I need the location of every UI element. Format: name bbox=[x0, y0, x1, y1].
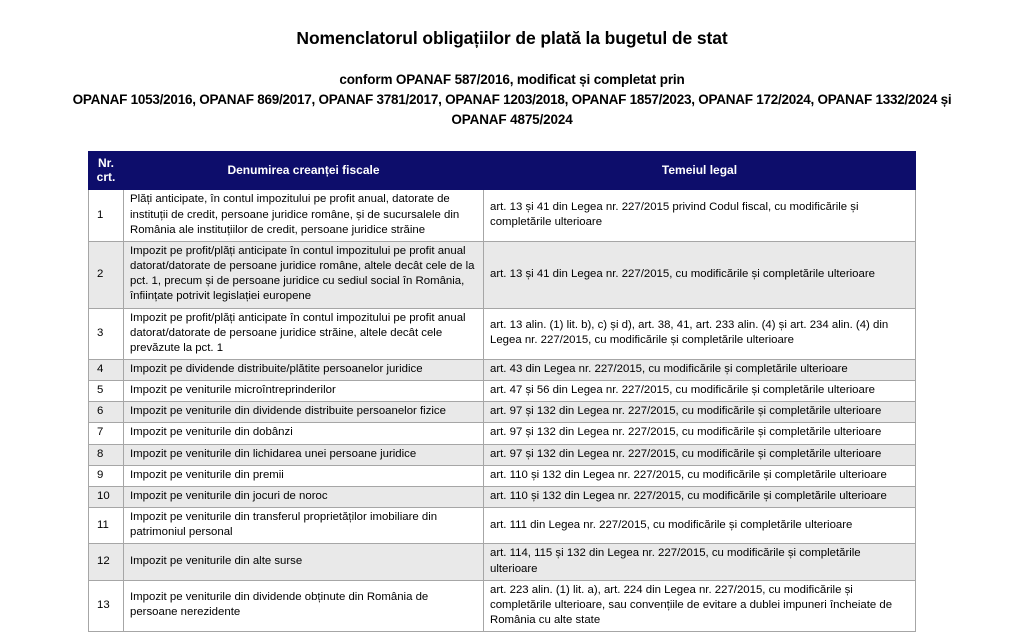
cell-denumire-creantei-fiscale: Impozit pe veniturile din dividende obținute din România de persoane nerezidente bbox=[124, 580, 484, 631]
cell-nr-crt: 12 bbox=[89, 544, 124, 580]
cell-nr-crt: 11 bbox=[89, 508, 124, 544]
cell-temei-legal: art. 43 din Legea nr. 227/2015, cu modificările și completările ulterioare bbox=[484, 359, 916, 380]
page-title: Nomenclatorul obligațiilor de plată la bugetul de stat bbox=[296, 28, 728, 48]
cell-temei-legal: art. 114, 115 și 132 din Legea nr. 227/2015, cu modificările și completările ulterioare bbox=[484, 544, 916, 580]
column-header-temei-legal: Temeiul legal bbox=[484, 151, 916, 190]
column-header-nr-line1: Nr. bbox=[97, 155, 114, 170]
table-container bbox=[0, 151, 1024, 632]
cell-temei-legal: art. 111 din Legea nr. 227/2015, cu modificările și completările ulterioare bbox=[484, 508, 916, 544]
table-body bbox=[89, 190, 916, 632]
cell-nr-crt: 1 bbox=[89, 190, 124, 241]
cell-temei-legal: art. 13 și 41 din Legea nr. 227/2015 privind Codul fiscal, cu modificările și completările ulterioare bbox=[484, 190, 916, 241]
cell-nr-crt: 6 bbox=[89, 402, 124, 423]
cell-nr-crt: 9 bbox=[89, 465, 124, 486]
table-row bbox=[89, 465, 916, 486]
cell-nr-crt: 10 bbox=[89, 486, 124, 507]
cell-temei-legal: art. 13 și 41 din Legea nr. 227/2015, cu modificările și completările ulterioare bbox=[484, 241, 916, 308]
cell-denumire-creantei-fiscale: Impozit pe veniturile din premii bbox=[124, 465, 484, 486]
cell-nr-crt: 3 bbox=[89, 308, 124, 359]
cell-temei-legal: art. 13 alin. (1) lit. b), c) și d), art. 38, 41, art. 233 alin. (4) și art. 234 alin. (4) din Legea nr. 227/2015, cu modificările și completările ulterioare bbox=[484, 308, 916, 359]
table-row bbox=[89, 359, 916, 380]
table-row bbox=[89, 544, 916, 580]
cell-nr-crt: 13 bbox=[89, 580, 124, 631]
table-row bbox=[89, 381, 916, 402]
subtitle-line-1: conform OPANAF 587/2016, modificat și completat prin bbox=[339, 71, 685, 87]
subtitle-line-3: OPANAF 4875/2024 bbox=[451, 112, 573, 128]
table-row bbox=[89, 444, 916, 465]
table-row bbox=[89, 486, 916, 507]
cell-nr-crt: 7 bbox=[89, 423, 124, 444]
cell-temei-legal: art. 97 și 132 din Legea nr. 227/2015, cu modificările și completările ulterioare bbox=[484, 402, 916, 423]
cell-denumire-creantei-fiscale: Impozit pe veniturile microîntreprinderilor bbox=[124, 381, 484, 402]
cell-temei-legal: art. 223 alin. (1) lit. a), art. 224 din Legea nr. 227/2015, cu modificările și completările ulterioare, sau convențiile de evitare a dublei impuneri încheiate de România cu alte state bbox=[484, 580, 916, 631]
column-header-nr-line2: crt. bbox=[96, 170, 116, 185]
table-header-row bbox=[89, 151, 916, 190]
cell-denumire-creantei-fiscale: Impozit pe veniturile din alte surse bbox=[124, 544, 484, 580]
document-subtitle bbox=[0, 70, 1024, 131]
table-row bbox=[89, 190, 916, 241]
table-row bbox=[89, 241, 916, 308]
table-row bbox=[89, 423, 916, 444]
cell-temei-legal: art. 110 și 132 din Legea nr. 227/2015, cu modificările și completările ulterioare bbox=[484, 486, 916, 507]
cell-denumire-creantei-fiscale: Plăți anticipate, în contul impozitului pe profit anual, datorate de instituții de credit, persoane juridice române, și de sucursalele din România ale instituțiilor de credit, persoane juridice străine bbox=[124, 190, 484, 241]
cell-denumire-creantei-fiscale: Impozit pe veniturile din dividende distribuite persoanelor fizice bbox=[124, 402, 484, 423]
table-row bbox=[89, 580, 916, 631]
column-header-nr-crt bbox=[89, 151, 124, 190]
cell-nr-crt: 5 bbox=[89, 381, 124, 402]
cell-denumire-creantei-fiscale: Impozit pe veniturile din dobânzi bbox=[124, 423, 484, 444]
subtitle-line-2: OPANAF 1053/2016, OPANAF 869/2017, OPANAF 3781/2017, OPANAF 1203/2018, OPANAF 1857/2023, OPANAF 172/2024, OPANAF 1332/2024 și bbox=[72, 92, 952, 108]
document-page bbox=[0, 28, 1024, 632]
table-row bbox=[89, 402, 916, 423]
cell-temei-legal: art. 97 și 132 din Legea nr. 227/2015, cu modificările și completările ulterioare bbox=[484, 423, 916, 444]
table-header bbox=[89, 151, 916, 190]
cell-temei-legal: art. 110 și 132 din Legea nr. 227/2015, cu modificările și completările ulterioare bbox=[484, 465, 916, 486]
cell-temei-legal: art. 47 și 56 din Legea nr. 227/2015, cu modificările și completările ulterioare bbox=[484, 381, 916, 402]
cell-denumire-creantei-fiscale: Impozit pe veniturile din transferul proprietăților imobiliare din patrimoniul personal bbox=[124, 508, 484, 544]
cell-nr-crt: 8 bbox=[89, 444, 124, 465]
column-header-denumire: Denumirea creanței fiscale bbox=[124, 151, 484, 190]
nomenclator-table bbox=[88, 151, 916, 632]
cell-denumire-creantei-fiscale: Impozit pe dividende distribuite/plătite persoanelor juridice bbox=[124, 359, 484, 380]
cell-denumire-creantei-fiscale: Impozit pe profit/plăți anticipate în contul impozitului pe profit anual datorat/datorate de persoane juridice române, altele decât cele de la pct. 1, precum și de persoane juridice cu sediul social în România, înființate potrivit legislației europene bbox=[124, 241, 484, 308]
cell-temei-legal: art. 97 și 132 din Legea nr. 227/2015, cu modificările și completările ulterioare bbox=[484, 444, 916, 465]
cell-nr-crt: 2 bbox=[89, 241, 124, 308]
cell-denumire-creantei-fiscale: Impozit pe profit/plăți anticipate în contul impozitului pe profit anual datorat/datorate de persoane juridice străine, altele decât cele prevăzute la pct. 1 bbox=[124, 308, 484, 359]
cell-denumire-creantei-fiscale: Impozit pe veniturile din jocuri de noroc bbox=[124, 486, 484, 507]
cell-denumire-creantei-fiscale: Impozit pe veniturile din lichidarea unei persoane juridice bbox=[124, 444, 484, 465]
cell-nr-crt: 4 bbox=[89, 359, 124, 380]
table-row bbox=[89, 508, 916, 544]
table-row bbox=[89, 308, 916, 359]
